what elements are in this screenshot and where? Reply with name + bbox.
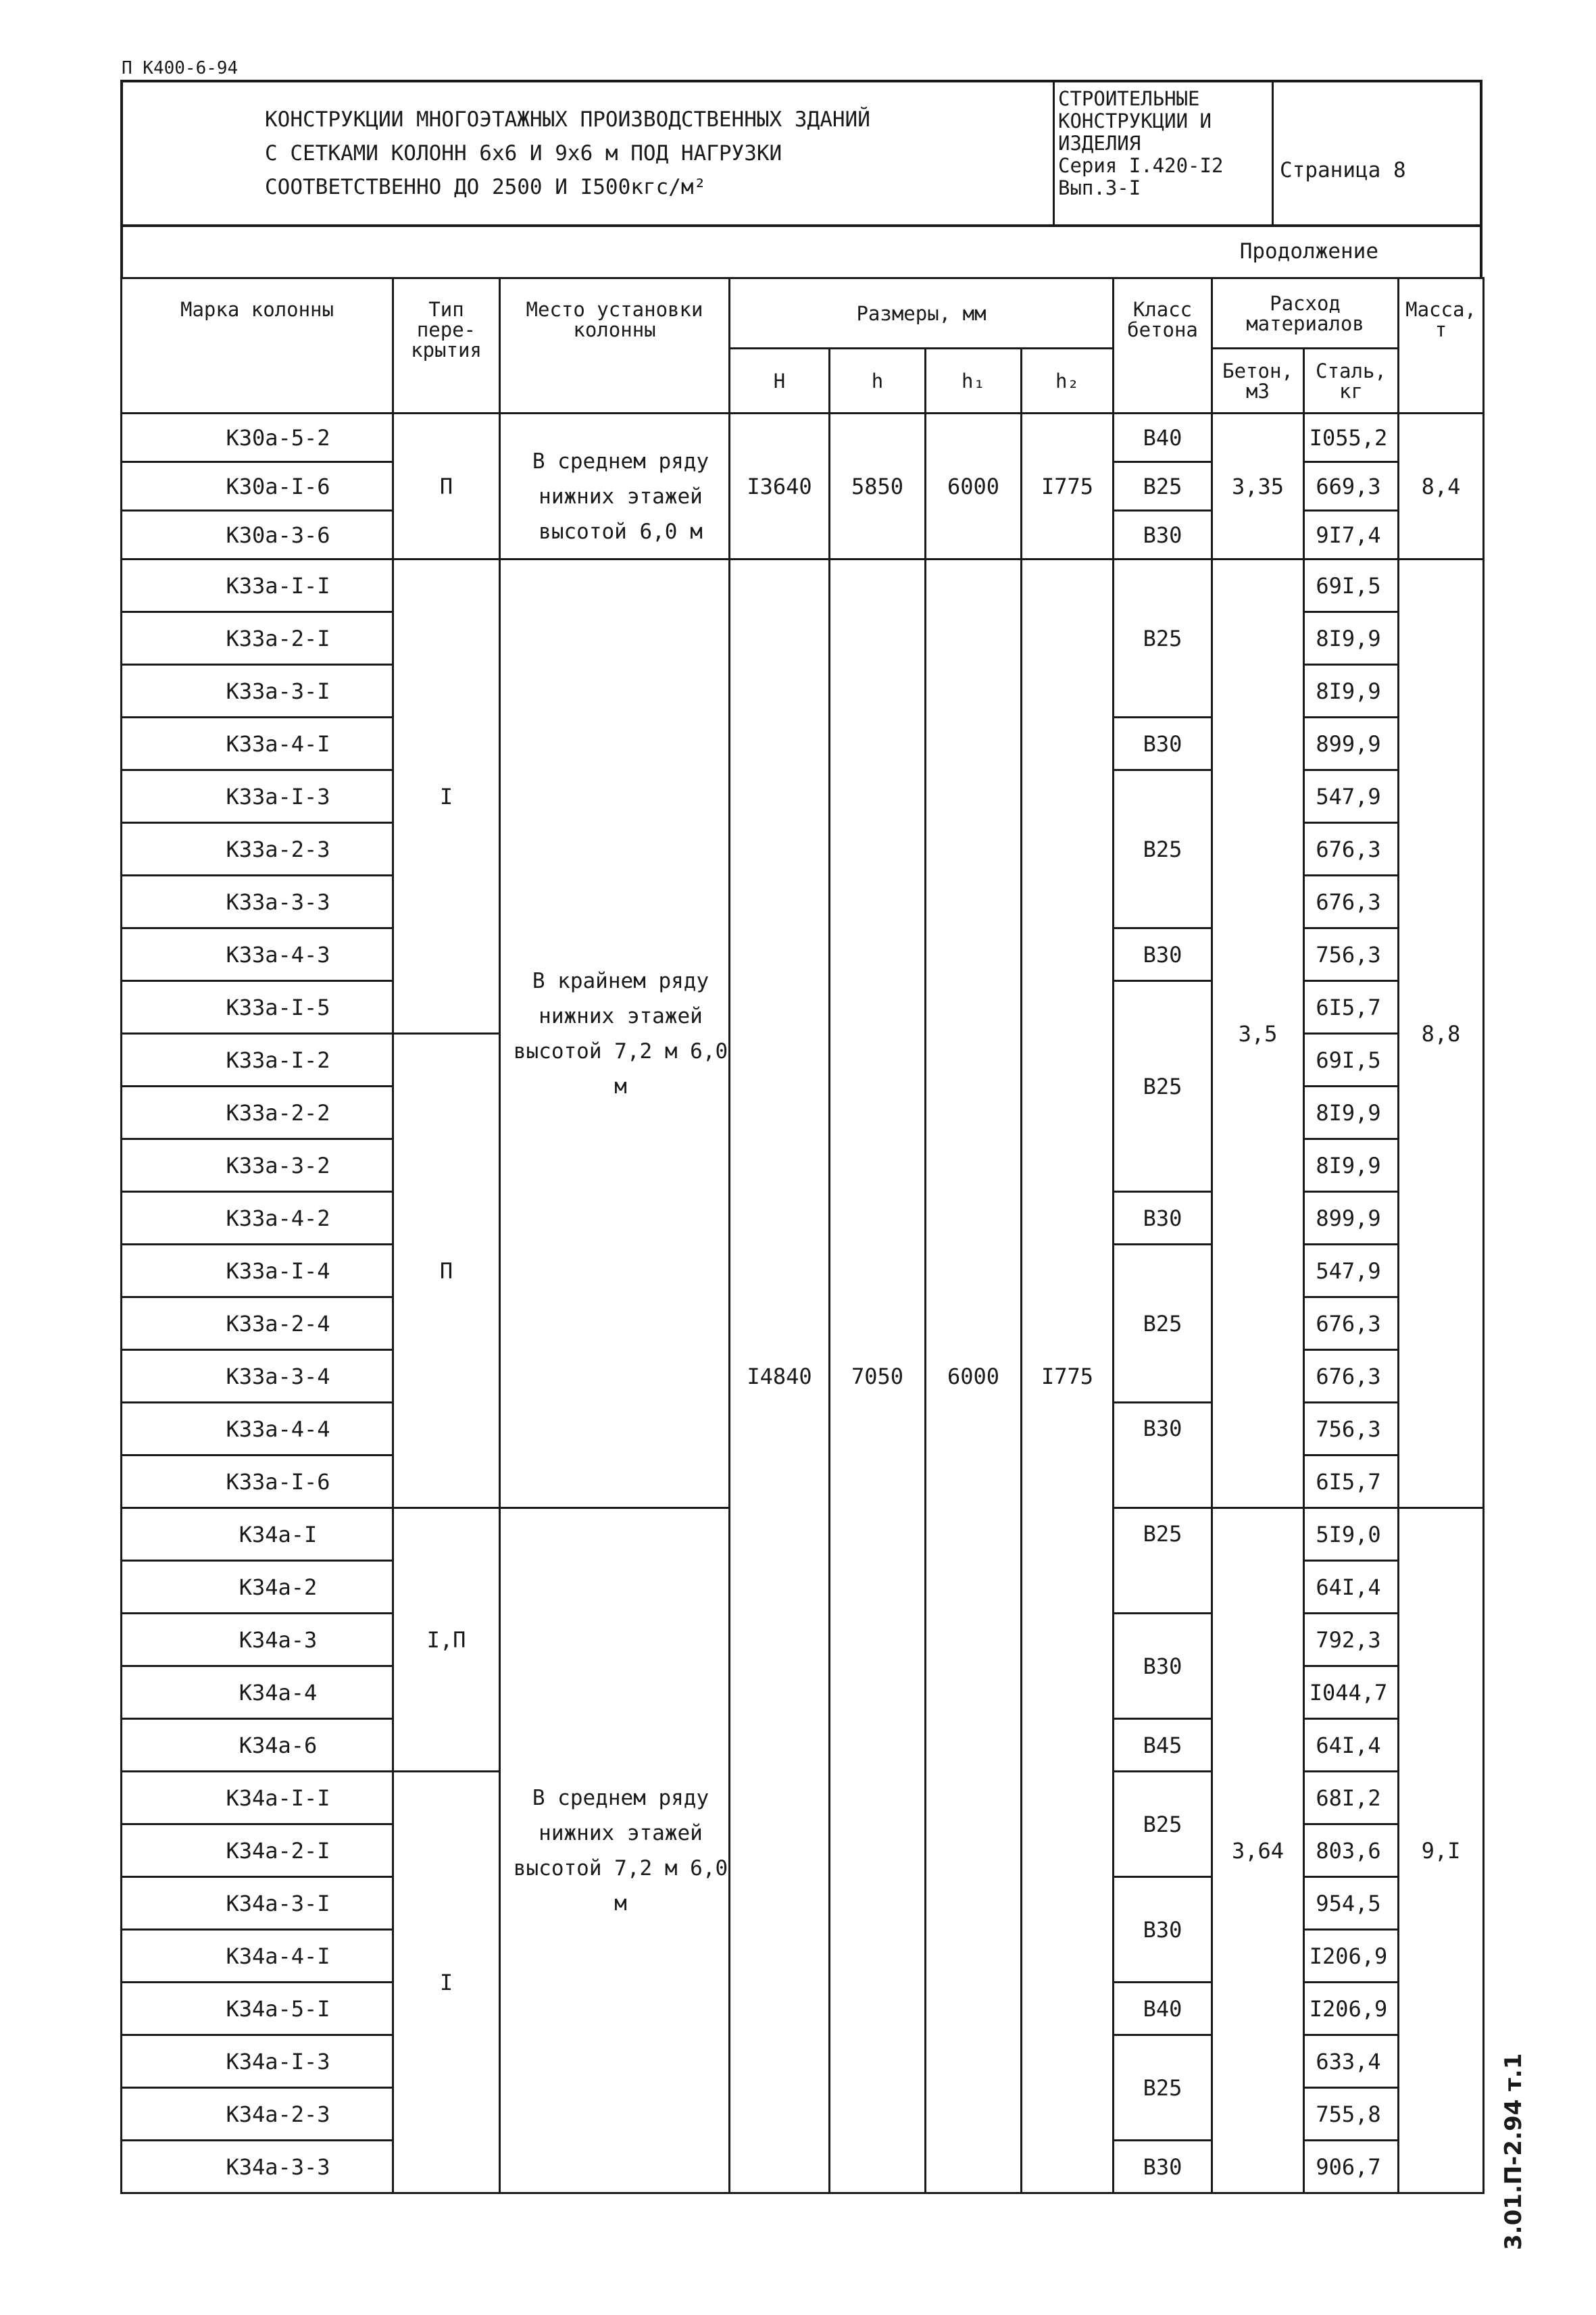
table-row-mark: К33а-I-4 — [122, 1245, 393, 1297]
h2-cell: I775 — [1022, 414, 1114, 559]
col-mass-header: Масса, т — [1399, 278, 1484, 414]
H-cell: I4840 — [730, 559, 830, 2193]
table-row-mark: К33а-3-3 — [122, 876, 393, 928]
class-cell: В25 — [1114, 1508, 1212, 1614]
steel-cell: 6I5,7 — [1304, 981, 1399, 1034]
class-cell: В30 — [1114, 2141, 1212, 2193]
series-line: Вып.3-I — [1058, 176, 1141, 199]
table-row-mark: К34а-5-I — [122, 1983, 393, 2035]
series-line: ИЗДЕЛИЯ — [1058, 132, 1141, 155]
steel-cell: 906,7 — [1304, 2141, 1399, 2193]
steel-cell: 547,9 — [1304, 1245, 1399, 1297]
table-row-mark: К34а-3-I — [122, 1877, 393, 1930]
col-concrete-header: Бетон, м3 — [1212, 349, 1304, 414]
table-row-mark: К33а-3-2 — [122, 1139, 393, 1192]
steel-cell: 69I,5 — [1304, 1034, 1399, 1087]
type-cell: I — [393, 1772, 500, 2193]
steel-cell: 676,3 — [1304, 876, 1399, 928]
table-row-mark: К33а-4-3 — [122, 928, 393, 981]
steel-cell: 5I9,0 — [1304, 1508, 1399, 1561]
h1-cell: 6000 — [926, 559, 1022, 2193]
table-row-mark: К33а-2-4 — [122, 1297, 393, 1350]
title-line: С СЕТКАМИ КОЛОНН 6х6 И 9х6 м ПОД НАГРУЗКИ — [265, 141, 782, 166]
concrete-cell: 3,35 — [1212, 414, 1304, 559]
series-line: КОНСТРУКЦИИ И — [1058, 109, 1212, 132]
document-code: П К400-6-94 — [122, 58, 239, 78]
table-row-mark: К33а-I-2 — [122, 1034, 393, 1087]
table-row-mark: К33а-3-I — [122, 665, 393, 718]
col-h-header: h — [830, 349, 926, 414]
columns-table — [120, 277, 1485, 2194]
class-cell: В30 — [1114, 718, 1212, 770]
table-row-mark: К33а-I-5 — [122, 981, 393, 1034]
steel-cell: 755,8 — [1304, 2088, 1399, 2141]
table-row-mark: К33а-3-4 — [122, 1350, 393, 1403]
steel-cell: 676,3 — [1304, 1350, 1399, 1403]
concrete-cell: 3,64 — [1212, 1508, 1304, 2193]
steel-cell: 633,4 — [1304, 2035, 1399, 2088]
table-row-mark: К30а-3-6 — [122, 511, 393, 559]
table-row-mark: К34а-2 — [122, 1561, 393, 1614]
steel-cell: 756,3 — [1304, 928, 1399, 981]
continuation-row — [120, 227, 1482, 278]
steel-cell: 8I9,9 — [1304, 612, 1399, 665]
steel-cell: 669,3 — [1304, 462, 1399, 511]
h2-cell: I775 — [1022, 559, 1114, 2193]
steel-cell: 64I,4 — [1304, 1719, 1399, 1772]
table-row-mark: К34а-6 — [122, 1719, 393, 1772]
steel-cell: 803,6 — [1304, 1824, 1399, 1877]
col-type-header: Тип пере- крытия — [393, 278, 500, 414]
class-cell: В30 — [1114, 1192, 1212, 1245]
table-row-mark: К34а-3 — [122, 1614, 393, 1666]
class-cell: В25 — [1114, 770, 1212, 928]
steel-cell: 756,3 — [1304, 1403, 1399, 1455]
continuation-label: Продолжение — [1239, 239, 1378, 264]
class-cell: В30 — [1114, 1403, 1212, 1508]
steel-cell: 64I,4 — [1304, 1561, 1399, 1614]
type-cell: I — [393, 559, 500, 1034]
steel-cell: 676,3 — [1304, 1297, 1399, 1350]
steel-cell: 899,9 — [1304, 1192, 1399, 1245]
table-row-mark: К34а-I — [122, 1508, 393, 1561]
steel-cell: 8I9,9 — [1304, 1139, 1399, 1192]
document-title — [265, 103, 870, 204]
class-cell: В40 — [1114, 414, 1212, 462]
table-row-mark: К34а-2-I — [122, 1824, 393, 1877]
steel-cell: I206,9 — [1304, 1983, 1399, 2035]
steel-cell: 68I,2 — [1304, 1772, 1399, 1824]
steel-cell: I044,7 — [1304, 1666, 1399, 1719]
series-line: Серия I.420-I2 — [1058, 154, 1224, 177]
col-h2-header: h₂ — [1022, 349, 1114, 414]
dims-group-header: Размеры, мм — [730, 278, 1114, 349]
consumption-group-header: Расход материалов — [1212, 278, 1399, 349]
series-info — [1058, 88, 1223, 199]
side-document-code: 3.01.П-2.94 т.1 — [1500, 2053, 1527, 2250]
class-cell: В30 — [1114, 1614, 1212, 1719]
table-row-mark: К33а-I-I — [122, 559, 393, 612]
class-cell: В30 — [1114, 1877, 1212, 1983]
page-label: Страница 8 — [1280, 158, 1406, 182]
table-row-mark: К33а-2-3 — [122, 823, 393, 876]
steel-cell: 676,3 — [1304, 823, 1399, 876]
steel-cell: 8I9,9 — [1304, 665, 1399, 718]
steel-cell: I055,2 — [1304, 414, 1399, 462]
table-row-mark: К33а-4-I — [122, 718, 393, 770]
place-cell: В среднем ряду нижних этажей высотой 7,2 м 6,0 м — [500, 1508, 730, 2193]
table-row-mark: К34а-4-I — [122, 1930, 393, 1983]
class-cell: В40 — [1114, 1983, 1212, 2035]
type-cell: П — [393, 414, 500, 559]
class-cell: В25 — [1114, 462, 1212, 511]
type-cell: I,П — [393, 1508, 500, 1772]
mass-cell: 8,4 — [1399, 414, 1484, 559]
steel-cell: I206,9 — [1304, 1930, 1399, 1983]
h-cell: 5850 — [830, 414, 926, 559]
col-steel-header: Сталь, кг — [1304, 349, 1399, 414]
col-place-header: Место установки колонны — [500, 278, 730, 414]
table-row-mark: К33а-I-6 — [122, 1455, 393, 1508]
steel-cell: 9I7,4 — [1304, 511, 1399, 559]
class-cell: В30 — [1114, 511, 1212, 559]
col-class-header: Класс бетона — [1114, 278, 1212, 414]
steel-cell: 547,9 — [1304, 770, 1399, 823]
steel-cell: 6I5,7 — [1304, 1455, 1399, 1508]
steel-cell: 8I9,9 — [1304, 1087, 1399, 1139]
table-row-mark: К34а-I-3 — [122, 2035, 393, 2088]
concrete-cell: 3,5 — [1212, 559, 1304, 1508]
table-row-mark: К30а-I-6 — [122, 462, 393, 511]
table-row-mark: К33а-2-I — [122, 612, 393, 665]
title-block — [120, 80, 1482, 227]
steel-cell: 792,3 — [1304, 1614, 1399, 1666]
table-row-mark: К34а-2-3 — [122, 2088, 393, 2141]
h1-cell: 6000 — [926, 414, 1022, 559]
steel-cell: 954,5 — [1304, 1877, 1399, 1930]
class-cell: В25 — [1114, 2035, 1212, 2141]
table-row-mark: К34а-3-3 — [122, 2141, 393, 2193]
class-cell: В30 — [1114, 928, 1212, 981]
table-row-mark: К34а-I-I — [122, 1772, 393, 1824]
place-cell: В среднем ряду нижних этажей высотой 6,0 м — [500, 414, 730, 559]
table-row-mark: К33а-I-3 — [122, 770, 393, 823]
col-h1-header: h₁ — [926, 349, 1022, 414]
class-cell: В25 — [1114, 1245, 1212, 1403]
series-line: СТРОИТЕЛЬНЫЕ — [1058, 87, 1200, 110]
steel-cell: 899,9 — [1304, 718, 1399, 770]
table-row-mark: К33а-4-2 — [122, 1192, 393, 1245]
mass-cell: 8,8 — [1399, 559, 1484, 1508]
table-row-mark: К33а-4-4 — [122, 1403, 393, 1455]
table-row-mark: К33а-2-2 — [122, 1087, 393, 1139]
table-row-mark: К30а-5-2 — [122, 414, 393, 462]
type-cell: П — [393, 1034, 500, 1508]
col-H-header: Н — [730, 349, 830, 414]
class-cell: В25 — [1114, 981, 1212, 1192]
class-cell: В25 — [1114, 1772, 1212, 1877]
steel-cell: 69I,5 — [1304, 559, 1399, 612]
class-cell: В45 — [1114, 1719, 1212, 1772]
mass-cell: 9,I — [1399, 1508, 1484, 2193]
title-line: КОНСТРУКЦИИ МНОГОЭТАЖНЫХ ПРОИЗВОДСТВЕННЫХ ЗДАНИЙ — [265, 107, 870, 132]
place-cell: В крайнем ряду нижних этажей высотой 7,2 м 6,0 м — [500, 559, 730, 1508]
H-cell: I3640 — [730, 414, 830, 559]
col-mark-header: Марка колонны — [122, 278, 393, 414]
class-cell: В25 — [1114, 559, 1212, 718]
table-row-mark: К34а-4 — [122, 1666, 393, 1719]
title-line: СООТВЕТСТВЕННО ДО 2500 И I500кгс/м² — [265, 175, 707, 199]
h-cell: 7050 — [830, 559, 926, 2193]
